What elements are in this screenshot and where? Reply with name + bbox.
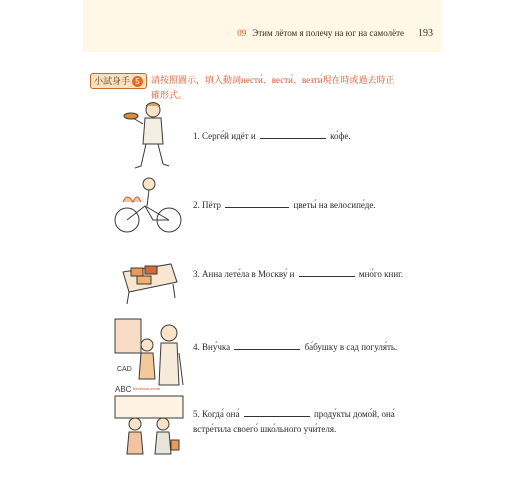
exercise-2	[83, 172, 441, 252]
page-number: 193	[418, 28, 433, 39]
textbook-page	[83, 0, 441, 500]
header-band	[83, 0, 441, 52]
svg-text:ABC: ABC	[115, 385, 132, 394]
exercise-sentence: 4. Вну́чка ба́бушку в сад погуля́ть.	[193, 342, 398, 352]
answer-blank[interactable]	[299, 267, 355, 277]
lesson-title: Этим лётом я полечу на юг на самолёте	[252, 28, 404, 38]
exercise-sentence-continued: встре́тила своего́ шко́льного учи́теля.	[193, 424, 337, 434]
svg-text:CAD: CAD	[117, 366, 132, 373]
exercise-sentence: 2. Пётр цветы́ на велосипе́де.	[193, 200, 376, 210]
svg-text:Веселые книги: Веселые книги	[133, 386, 161, 391]
answer-blank[interactable]	[260, 129, 326, 139]
exercise-3	[83, 242, 441, 322]
suitcase-with-books-illustration	[113, 242, 185, 320]
task-badge-number: 5	[132, 76, 143, 87]
exercise-5	[83, 380, 441, 460]
exercise-1	[83, 96, 441, 176]
page-header	[83, 28, 441, 39]
exercise-sentence: 1. Серге́й идёт и ко́фе.	[193, 131, 351, 141]
man-carrying-coffee-illustration	[113, 96, 185, 174]
answer-blank[interactable]	[225, 198, 289, 208]
exercise-sentence: 3. Анна лете́ла в Москву́ и мно́го книг.	[193, 269, 404, 279]
task-badge-label: 小試身手	[94, 75, 131, 86]
man-on-bicycle-illustration	[113, 172, 185, 250]
answer-blank[interactable]	[234, 340, 300, 350]
task-badge	[90, 73, 147, 89]
bookshop-meeting-teacher-illustration	[113, 380, 185, 458]
answer-blank[interactable]	[244, 407, 310, 417]
task-text: 請按照圖示，填入動詞нести́、вести́、везти́現在時或過去時正確形式。	[151, 75, 395, 100]
lesson-number: 09	[237, 28, 247, 38]
exercise-sentence: 5. Когда́ она́ проду́кты домо́й, она́	[193, 409, 395, 419]
